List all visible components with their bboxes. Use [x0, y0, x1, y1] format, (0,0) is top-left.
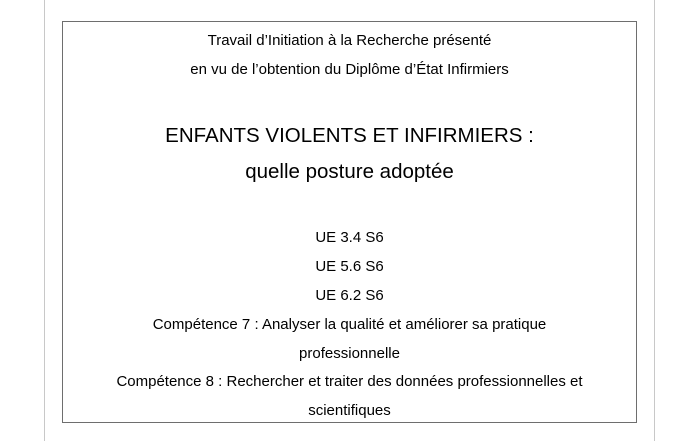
header-line-1: Travail d’Initiation à la Recherche présenté: [207, 32, 492, 49]
unit-line-2: UE 5.6 S6: [315, 258, 384, 275]
cover-frame: [62, 21, 637, 423]
competence-7-line-2: professionnelle: [299, 345, 400, 362]
unit-line-3: UE 6.2 S6: [315, 287, 384, 304]
competence-7-line-1: Compétence 7 : Analyser la qualité et améliorer sa pratique: [152, 316, 547, 333]
unit-line-1: UE 3.4 S6: [315, 229, 384, 246]
competence-8-line-2: scientifiques: [308, 402, 391, 419]
header-line-2: en vu de l’obtention du Diplôme d’État Infirmiers: [190, 61, 509, 78]
page-edge-left: [44, 0, 45, 441]
page-edge-right: [654, 0, 655, 441]
competence-8-line-1: Compétence 8 : Rechercher et traiter des données professionnelles et: [116, 373, 583, 390]
document-subtitle: quelle posture adoptée: [245, 160, 454, 183]
document-title: ENFANTS VIOLENTS ET INFIRMIERS :: [165, 124, 534, 147]
